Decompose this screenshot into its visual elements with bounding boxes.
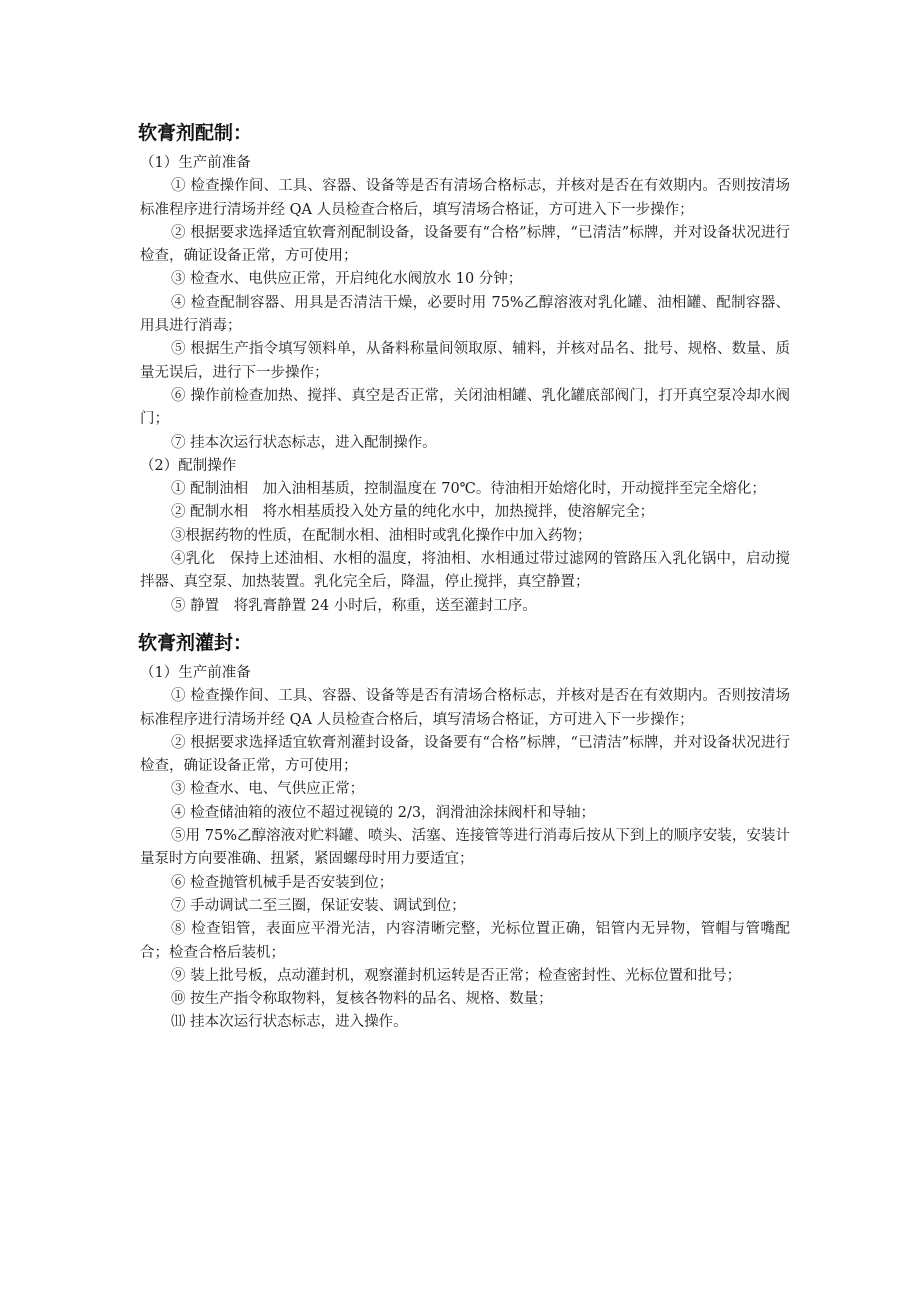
subsection-heading: （1）生产前准备 bbox=[140, 664, 251, 681]
list-item: ⑧ 检查铝管，表面应平滑光洁，内容清晰完整，光标位置正确，铝管内无异物，管帽与管嘴配合；检查合格后装机； bbox=[140, 921, 790, 961]
list-item: ⑥ 检查抛管机械手是否安装到位； bbox=[171, 874, 394, 891]
list-item: ⑤用 75%乙醇溶液对贮料罐、喷头、活塞、连接管等进行消毒后按从下到上的顺序安装，安装计量泵时方向要准确、扭紧，紧固螺母时用力要适宜； bbox=[140, 828, 790, 868]
list-item: ① 检查操作间、工具、容器、设备等是否有清场合格标志，并核对是否在有效期内。否则按清场标准程序进行清场并经 QA 人员检查合格后，填写清场合格证，方可进入下一步操作； bbox=[140, 688, 790, 728]
list-item: ③ 检查水、电供应正常，开启纯化水阀放水 10 分钟； bbox=[171, 271, 523, 288]
list-item: ⑦ 手动调试二至三圈，保证安装、调试到位； bbox=[171, 897, 466, 914]
list-item: ④ 检查配制容器、用具是否清洁干燥，必要时用 75%乙醇溶液对乳化罐、油相罐、配制容器、用具进行消毒； bbox=[140, 294, 790, 335]
subsection-heading: （2）配制操作 bbox=[140, 457, 237, 474]
list-item: ② 根据要求选择适宜软膏剂灌封设备，设备要有“合格”标牌，“已清洁”标牌，并对设备状况进行检查，确证设备正常，方可使用； bbox=[140, 734, 790, 775]
section-title: 软膏剂灌封： bbox=[138, 631, 253, 654]
list-item: ⑤ 根据生产指令填写领料单，从备料称量间领取原、辅料，并核对品名、批号、规格、数量、质量无误后，进行下一步操作； bbox=[140, 341, 790, 381]
list-item: ⑥ 操作前检查加热、搅拌、真空是否正常，关闭油相罐、乳化罐底部阀门，打开真空泵冷却水阀门； bbox=[140, 387, 790, 428]
list-item: ① 检查操作间、工具、容器、设备等是否有清场合格标志，并核对是否在有效期内。否则按清场标准程序进行清场并经 QA 人员检查合格后，填写清场合格证，方可进入下一步操作； bbox=[140, 178, 790, 218]
list-item: ⑤ 静置 将乳膏静置 24 小时后，称重，送至灌封工序。 bbox=[171, 597, 537, 614]
list-item: ④乳化 保持上述油相、水相的温度，将油相、水相通过带过滤网的管路压入乳化锅中，启动搅拌器、真空泵、加热装置。乳化完全后，降温，停止搅拌，真空静置； bbox=[140, 551, 790, 591]
list-item: ⑨ 装上批号板，点动灌封机，观察灌封机运转是否正常；检查密封性、光标位置和批号； bbox=[171, 967, 742, 984]
document-page bbox=[140, 118, 790, 1035]
list-item: ③ 检查水、电、气供应正常； bbox=[171, 781, 365, 798]
list-item: ③根据药物的性质，在配制水相、油相时或乳化操作中加入药物； bbox=[171, 527, 592, 544]
subsection-heading: （1）生产前准备 bbox=[140, 155, 251, 171]
list-item: ⑦ 挂本次运行状态标志，进入配制操作。 bbox=[171, 434, 437, 451]
list-item: ② 配制水相 将水相基质投入处方量的纯化水中，加热搅拌，使溶解完全； bbox=[171, 504, 655, 521]
list-item: ⑾ 挂本次运行状态标志，进入操作。 bbox=[171, 1014, 408, 1031]
list-item: ① 配制油相 加入油相基质，控制温度在 70℃。待油相开始熔化时，开动搅拌至完全熔化； bbox=[171, 481, 766, 498]
list-item: ② 根据要求选择适宜软膏剂配制设备，设备要有“合格”标牌，“已清洁”标牌，并对设备状况进行检查，确证设备正常，方可使用； bbox=[140, 224, 790, 265]
list-item: ⑩ 按生产指令称取物料，复核各物料的品名、规格、数量； bbox=[171, 991, 553, 1008]
section-title: 软膏剂配制： bbox=[138, 122, 253, 144]
list-item: ④ 检查储油箱的液位不超过视镜的 2/3，润滑油涂抹阀杆和导轴； bbox=[171, 804, 596, 821]
